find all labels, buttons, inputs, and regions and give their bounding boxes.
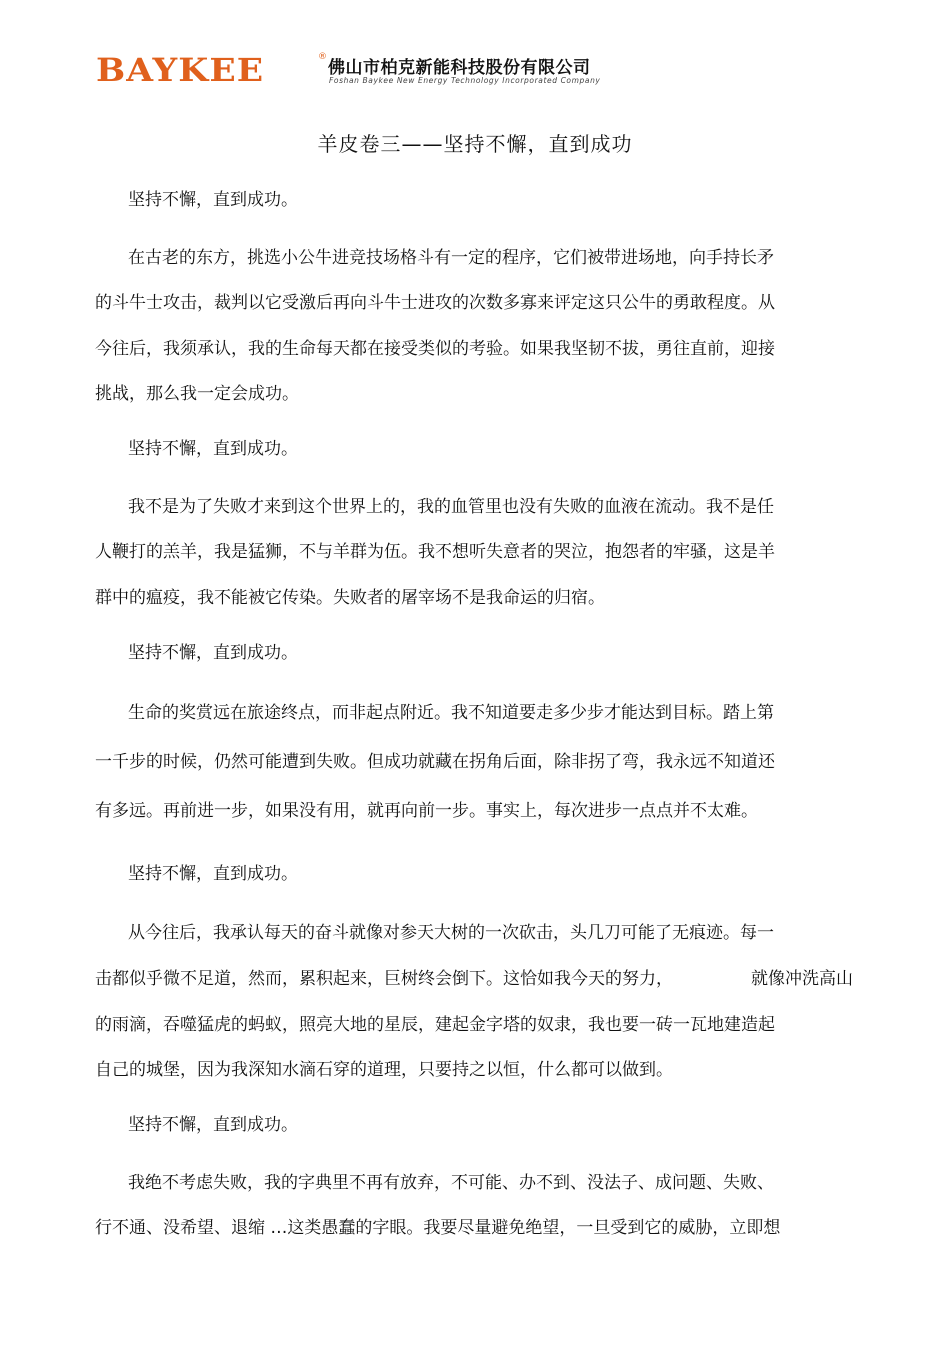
document-title: 羊皮卷三——坚持不懈，直到成功 (317, 132, 633, 156)
text-line: 人鞭打的羔羊，我是猛狮，不与羊群为伍。我不想听失意者的哭泣，抱怨者的牢骚，这是羊 (95, 542, 775, 562)
text-line: 挑战，那么我一定会成功。 (95, 384, 299, 404)
text-line: 我不是为了失败才来到这个世界上的，我的血管里也没有失败的血液在流动。我不是任 (128, 497, 774, 517)
text-line: 今往后，我须承认，我的生命每天都在接受类似的考验。如果我坚韧不拔，勇往直前，迎接 (95, 339, 775, 359)
text-line: 坚持不懈，直到成功。 (128, 864, 298, 884)
text-line: 自己的城堡，因为我深知水滴石穿的道理，只要持之以恒，什么都可以做到。 (95, 1060, 673, 1080)
text-line: 击都似乎微不足道，然而，累积起来，巨树终会倒下。这恰如我今天的努力， (95, 969, 673, 989)
text-line: 坚持不懈，直到成功。 (128, 190, 298, 210)
text-line: 坚持不懈，直到成功。 (128, 643, 298, 663)
text-line: 我绝不考虑失败，我的字典里不再有放弃，不可能、办不到、没法子、成问题、失败、 (128, 1173, 774, 1193)
baykee-logo: BAYKEE (96, 51, 265, 89)
text-line: 在古老的东方，挑选小公牛进竞技场格斗有一定的程序，它们被带进场地，向手持长矛 (128, 248, 774, 268)
text-line: 生命的奖赏远在旅途终点，而非起点附近。我不知道要走多少步才能达到目标。踏上第 (128, 703, 774, 723)
text-line: 行不通、没希望、退缩 …这类愚蠢的字眼。我要尽量避免绝望，一旦受到它的威胁，立即想 (95, 1218, 781, 1238)
company-name-en: Foshan Baykee New Energy Technology Incorporated Company (329, 76, 601, 85)
company-name-cn: 佛山市柏克新能科技股份有限公司 (328, 58, 591, 78)
text-line: 坚持不懈，直到成功。 (128, 439, 298, 459)
text-line: 坚持不懈，直到成功。 (128, 1115, 298, 1135)
text-line: 群中的瘟疫，我不能被它传染。失败者的屠宰场不是我命运的归宿。 (95, 588, 605, 608)
text-line: 的斗牛士攻击，裁判以它受激后再向斗牛士进攻的次数多寡来评定这只公牛的勇敢程度。从 (95, 293, 775, 313)
text-line: 有多远。再前进一步，如果没有用，就再向前一步。事实上，每次进步一点点并不太难。 (95, 801, 758, 821)
text-line: 从今往后，我承认每天的奋斗就像对参天大树的一次砍击，头几刀可能了无痕迹。每一 (128, 923, 774, 943)
text-line: 就像冲洗高山 (751, 969, 853, 989)
text-line: 的雨滴，吞噬猛虎的蚂蚁，照亮大地的星辰，建起金字塔的奴隶，我也要一砖一瓦地建造起 (95, 1015, 775, 1035)
text-line: 一千步的时候，仍然可能遭到失败。但成功就藏在拐角后面，除非拐了弯，我永远不知道还 (95, 752, 775, 772)
registered-mark: ® (318, 52, 327, 62)
